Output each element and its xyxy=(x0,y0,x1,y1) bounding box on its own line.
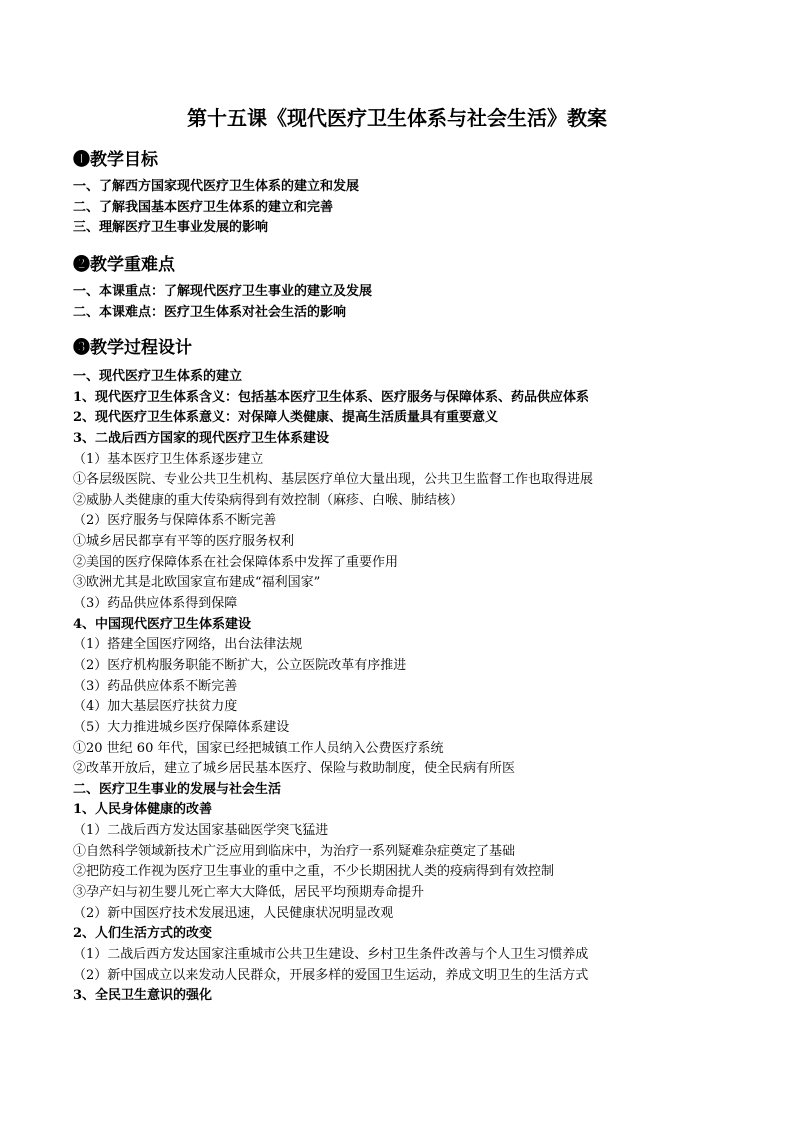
process-line: 二、医疗卫生事业的发展与社会生活 xyxy=(73,781,282,797)
process-line: （1）二战后西方发达国家基础医学突飞猛进 xyxy=(73,823,329,839)
process-line: ③欧洲尤其是北欧国家宣布建成“福利国家” xyxy=(73,575,321,591)
process-line: 4、中国现代医疗卫生体系建设 xyxy=(73,616,252,632)
process-line: ①城乡居民都享有平等的医疗服务权利 xyxy=(73,534,295,550)
process-line: ①自然科学领域新技术广泛应用到临床中，为治疗一系列疑难杂症奠定了基础 xyxy=(73,843,516,859)
process-line: 1、现代医疗卫生体系含义：包括基本医疗卫生体系、医疗服务与保障体系、药品供应体系 xyxy=(73,389,590,405)
section-heading-objectives: ❶教学目标 xyxy=(73,150,158,170)
section-heading-process: ❸教学过程设计 xyxy=(73,338,192,358)
process-line: ②把防疫工作视为医疗卫生事业的重中之重，不少长期困扰人类的疫病得到有效控制 xyxy=(73,864,555,880)
process-line: （2）医疗机构服务职能不断扩大，公立医院改革有序推进 xyxy=(73,657,407,673)
process-line: 3、全民卫生意识的强化 xyxy=(73,988,213,1004)
process-line: （3）药品供应体系得到保障 xyxy=(73,596,238,612)
process-line: （5）大力推进城乡医疗保障体系建设 xyxy=(73,719,290,735)
document-title: 第十五课《现代医疗卫生体系与社会生活》教案 xyxy=(187,106,607,130)
process-line: （1）搭建全国医疗网络，出台法律法规 xyxy=(73,637,303,653)
process-line: ②威胁人类健康的重大传染病得到有效控制（麻疹、白喉、肺结核） xyxy=(73,492,464,508)
process-list xyxy=(73,367,733,1007)
key-point-item: 二、本课难点：医疗卫生体系对社会生活的影响 xyxy=(73,304,347,320)
process-line: ①各层级医院、专业公共卫生机构、基层医疗单位大量出现，公共卫生监督工作也取得进展 xyxy=(73,472,594,488)
process-line: ①20 世纪 60 年代，国家已经把城镇工作人员纳入公费医疗系统 xyxy=(73,740,444,756)
section-heading-key-points: ❷教学重难点 xyxy=(73,255,175,275)
process-line: （4）加大基层医疗扶贫力度 xyxy=(73,699,238,715)
key-point-item: 一、本课重点：了解现代医疗卫生事业的建立及发展 xyxy=(73,284,373,299)
process-line: 2、现代医疗卫生体系意义：对保障人类健康、提高生活质量具有重要意义 xyxy=(73,410,499,426)
process-line: 一、现代医疗卫生体系的建立 xyxy=(73,369,243,384)
process-line: ②美国的医疗保障体系在社会保障体系中发挥了重要作用 xyxy=(73,554,399,570)
process-line: （2）新中国医疗技术发展迅速，人民健康状况明显改观 xyxy=(73,905,394,921)
process-line: 3、二战后西方国家的现代医疗卫生体系建设 xyxy=(73,430,330,446)
key-points-list xyxy=(73,282,733,323)
process-line: （1）二战后西方发达国家注重城市公共卫生建设、乡村卫生条件改善与个人卫生习惯养成 xyxy=(73,946,589,962)
process-line: （2）新中国成立以来发动人民群众，开展多样的爱国卫生运动，养成文明卫生的生活方式 xyxy=(73,967,589,983)
objectives-list xyxy=(73,177,733,239)
process-line: ②改革开放后，建立了城乡居民基本医疗、保险与救助制度，使全民病有所医 xyxy=(73,761,516,777)
process-line: （2）医疗服务与保障体系不断完善 xyxy=(73,513,277,529)
process-line: ③孕产妇与初生婴儿死亡率大大降低，居民平均预期寿命提升 xyxy=(73,885,425,901)
objective-item: 二、了解我国基本医疗卫生体系的建立和完善 xyxy=(73,199,334,215)
objective-item: 三、理解医疗卫生事业发展的影响 xyxy=(73,220,269,236)
process-line: （1）基本医疗卫生体系逐步建立 xyxy=(73,451,264,467)
process-line: 2、人们生活方式的改变 xyxy=(73,926,213,942)
objective-item: 一、了解西方国家现代医疗卫生体系的建立和发展 xyxy=(73,179,360,194)
process-line: （3）药品供应体系不断完善 xyxy=(73,678,238,694)
process-line: 1、人民身体健康的改善 xyxy=(73,802,213,818)
